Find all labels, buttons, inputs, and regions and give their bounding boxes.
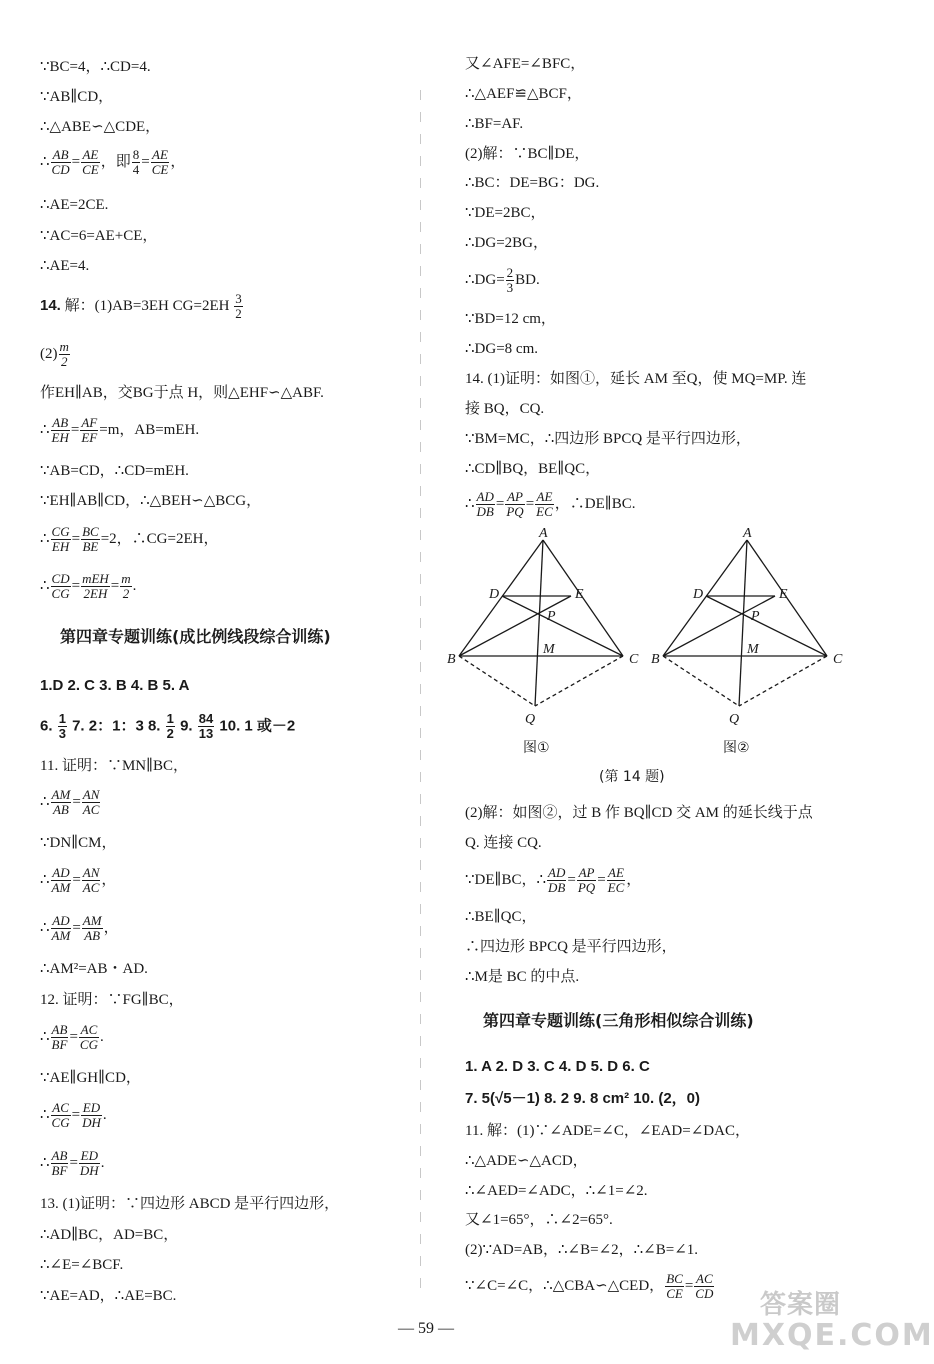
text-line: ∴BF=AF. <box>465 116 524 132</box>
answer-line: 7. 5(√5－1) 8. 2 9. 8 cm² 10. (2，0) <box>465 1090 701 1107</box>
question-14: 14. 解：(1)AB=3EH CG=2EH $\frac{3}{2}$ <box>40 291 242 321</box>
text-line: ∵∠C=∠C，∴△CBA∽△CED， $\frac{BC}{CE}$ = $\frac{AC}{CD}$ <box>465 1271 714 1301</box>
text-line: Q. 连接 CQ. <box>465 835 542 851</box>
edge-ab <box>663 540 747 656</box>
text-line: ∴ $\frac{AC}{CG}$ = $\frac{ED}{DH}$ . <box>40 1100 107 1130</box>
text-line: ∵EH∥AB∥CD，∴△BEH∽△BCG， <box>40 493 262 509</box>
text-line: ∵AE=AD，∴AE=BC. <box>40 1288 177 1304</box>
text-line: ∴ $\frac{AB}{BF}$ = $\frac{AC}{CG}$ . <box>40 1022 104 1052</box>
edge-cq <box>739 656 827 706</box>
question-13: 13. (1)证明：∵四边形 ABCD 是平行四边形， <box>40 1196 340 1212</box>
text-line: 又∠1=65°，∴∠2=65°. <box>465 1212 613 1228</box>
text-line: ∴BC：DE=BG：DG. <box>465 175 600 191</box>
answer-line: 1. A 2. D 3. C 4. D 5. D 6. C <box>465 1058 650 1075</box>
text-line: ∴AM²=AB・AD. <box>40 961 148 977</box>
question-14: 14. (1)证明：如图①，延长 AM 至Q，使 MQ=MP. 连 <box>465 371 807 387</box>
text-line: 又∠AFE=∠BFC， <box>465 56 586 72</box>
point-label: P <box>547 609 556 624</box>
edge-aq <box>739 540 747 706</box>
text-line: ∴∠AED=∠ADC，∴∠1=∠2. <box>465 1183 648 1199</box>
text-line: ∵BD=12 cm， <box>465 311 556 327</box>
text-line: ∴BE∥QC， <box>465 909 537 925</box>
point-label: Q <box>525 712 536 727</box>
question-12: 12. 证明：∵FG∥BC， <box>40 992 184 1008</box>
point-label: P <box>751 609 760 624</box>
section-heading: 第四章专题训练(成比例线段综合训练) <box>60 627 331 646</box>
text-line: ∵AC=6=AE+CE， <box>40 228 158 244</box>
text-line: ∵AE∥GH∥CD， <box>40 1070 141 1086</box>
text-line: ∵DE∥BC，∴ $\frac{AD}{DB}$ = $\frac{AP}{PQ}$ = $\frac{AE}{EC}$ ， <box>465 865 642 895</box>
point-label: M <box>747 642 759 657</box>
point-label: E <box>575 587 584 602</box>
text-line: ∴∠E=∠BCF. <box>40 1257 124 1273</box>
question-11: 11. 证明：∵MN∥BC， <box>40 758 189 774</box>
text-line: ∴ $\frac{AD}{AM}$ = $\frac{AN}{AC}$ ， <box>40 865 117 895</box>
text-line: ∴ $\frac{AB}{EH}$ = $\frac{AF}{EF}$ =m，AB=mEH. <box>40 415 200 445</box>
text-line: ∴DG=8 cm. <box>465 341 538 357</box>
edge-aq <box>535 540 543 706</box>
text-line: ∴AD∥BC，AD=BC， <box>40 1227 179 1243</box>
figure-1-labels <box>447 526 639 727</box>
edge-bq <box>459 656 535 706</box>
answer-line: 6. $\frac{1}{3}$ 7. 2：1：3 8. $\frac{1}{2}$ 9. $\frac{84}{13}$ 10. 1 或－2 <box>40 711 296 741</box>
point-label: D <box>489 587 500 602</box>
text-line: (2)解：如图②，过 B 作 BQ∥CD 交 AM 的延长线于点 <box>465 805 813 821</box>
point-label: C <box>629 652 639 667</box>
edge-ab <box>459 540 543 656</box>
text-line: ∵AB∥CD， <box>40 89 114 105</box>
text-line: ∴CD∥BQ，BE∥QC， <box>465 461 601 477</box>
text-line: ∴ $\frac{AB}{BF}$ = $\frac{ED}{DH}$ . <box>40 1148 105 1178</box>
text-line: ∴ $\frac{CD}{CG}$ = mEH 2EH = $\frac{m}{2}$ . <box>40 571 137 601</box>
edge-cq <box>535 656 623 706</box>
text-line: ∵DE=2BC， <box>465 205 546 221</box>
geometry-figures <box>447 526 843 758</box>
figure-2-labels <box>651 526 843 727</box>
text-line: ∴AE=4. <box>40 258 90 274</box>
edge-bq <box>663 656 739 706</box>
text-line: ∴ $\frac{AM}{AB}$ = $\frac{AN}{AC}$ <box>40 787 100 817</box>
text-line: ∵AB=CD，∴CD=mEH. <box>40 463 189 479</box>
text-line: ∴ $\frac{AD}{AM}$ = $\frac{AM}{AB}$ ， <box>40 913 119 943</box>
text-line: ∴ $\frac{CG}{EH}$ = $\frac{BC}{BE}$ =2，∴CG=2EH， <box>40 524 219 554</box>
text-line: ∴四边形 BPCQ 是平行四边形， <box>465 939 677 955</box>
figure-caption: (第 14 题) <box>599 769 665 785</box>
text-line: ∴M是 BC 的中点. <box>465 969 580 985</box>
point-label: A <box>539 526 548 541</box>
watermark-logo: 答案圈 <box>760 1290 842 1320</box>
page-number: — 59 — <box>398 1320 454 1337</box>
figure-2-caption: 图② <box>723 740 750 756</box>
text-line: ∴ $\frac{AB}{CD}$ = $\frac{AE}{CE}$ ，即 $\frac{8}{4}$ = $\frac{AE}{CE}$ ， <box>40 147 186 177</box>
text-line: ∴DG=2BG， <box>465 235 549 251</box>
text-line: ∴AE=2CE. <box>40 197 109 213</box>
point-label: A <box>743 526 752 541</box>
question-11: 11. 解：(1)∵∠ADE=∠C，∠EAD=∠DAC， <box>465 1123 750 1139</box>
text-line: ∴△ADE∽△ACD， <box>465 1153 588 1169</box>
text-line: ∴DG= $\frac{2}{3}$ BD. <box>465 265 540 295</box>
text-line: (2)∵AD=AB，∴∠B=∠2，∴∠B=∠1. <box>465 1242 699 1258</box>
edge-dc <box>706 596 827 656</box>
text-line: 接 BQ，CQ. <box>465 401 545 417</box>
text-line: ∵DN∥CM， <box>40 835 117 851</box>
text-line: ∵BC=4，∴CD=4. <box>40 59 151 75</box>
text-line: (2)解：∵BC∥DE， <box>465 146 590 162</box>
text-line: ∴ $\frac{AD}{DB}$ = $\frac{AP}{PQ}$ = $\frac{AE}{EC}$ ，∴DE∥BC. <box>465 489 636 519</box>
text-line: 作EH∥AB，交BG于点 H，则△EHF∽△ABF. <box>40 385 324 401</box>
figure-1-caption: 图① <box>523 740 550 756</box>
answer-line: 1.D 2. C 3. B 4. B 5. A <box>40 677 190 694</box>
point-label: B <box>651 652 660 667</box>
point-label: M <box>543 642 555 657</box>
point-label: E <box>779 587 788 602</box>
text-line: (2) $\frac{m}{2}$ <box>40 339 69 369</box>
text-line: ∴△AEF≌△BCF， <box>465 86 582 102</box>
figure-1 <box>459 540 623 706</box>
text-line: ∵BM=MC，∴四边形 BPCQ 是平行四边形， <box>465 431 751 447</box>
watermark-url: MXQE.COM <box>730 1318 934 1353</box>
point-label: Q <box>729 712 740 727</box>
column-divider <box>420 90 421 1295</box>
section-heading: 第四章专题训练(三角形相似综合训练) <box>483 1011 754 1030</box>
point-label: B <box>447 652 456 667</box>
figure-2 <box>663 540 827 706</box>
point-label: C <box>833 652 843 667</box>
text-line: ∴△ABE∽△CDE， <box>40 119 161 135</box>
edge-dc <box>502 596 623 656</box>
figure-question-14 <box>447 526 843 818</box>
point-label: D <box>693 587 704 602</box>
